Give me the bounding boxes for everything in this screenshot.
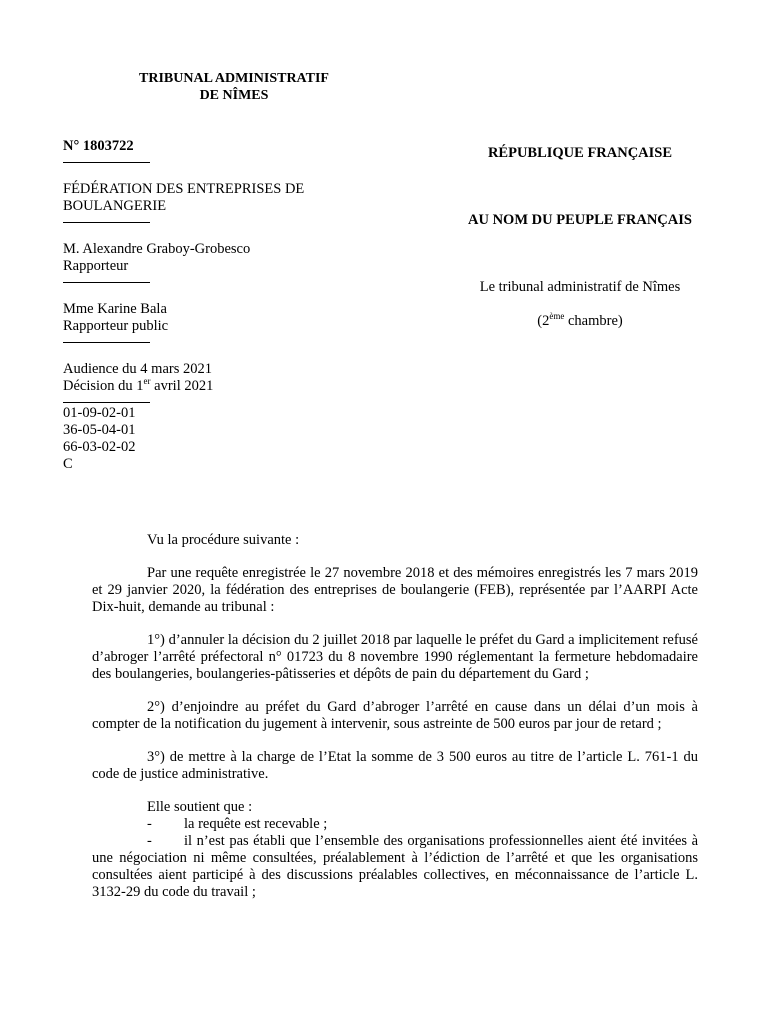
paragraph-claim-2: 2°) d’enjoindre au préfet du Gard d’abroger l’arrêté en cause dans un délai d’un mois à compter de la notification du jugement à intervenir, sous astreinte de 500 euros par jour de retard ; <box>92 699 698 732</box>
hearing-date: Audience du 4 mars 2021 <box>63 361 212 377</box>
chamber-sup: ème <box>549 311 565 322</box>
code-line: 66-03-02-02 <box>63 439 136 455</box>
list-dash: - <box>147 816 152 832</box>
list-item-text: il n’est pas établi que l’ensemble des organisations professionnelles aient été invitées à une négociation ni même consultées, préalablement à l’édiction de l’arrêté et que les organisations consultées aient participé à des discussions préalables collectives, en méconnaissance de l’article L. 3132-29 du code du travail ; <box>92 833 698 900</box>
paragraph-claim-3: 3°) de mettre à la charge de l’Etat la somme de 3 500 euros au titre de l’article L. 761-1 du code de justice administrative. <box>92 749 698 782</box>
paragraph-request: Par une requête enregistrée le 27 novembre 2018 et des mémoires enregistrés les 7 mars 2019 et 29 janvier 2020, la fédération des entreprises de boulangerie (FEB), représentée par l’AARPI Acte Dix-huit, demande au tribunal : <box>92 565 698 615</box>
classification-codes <box>63 405 363 473</box>
decision-date-sup: er <box>143 376 151 387</box>
decision-date-suffix: avril 2021 <box>150 378 214 394</box>
divider <box>63 342 150 343</box>
decision-date <box>63 378 363 395</box>
case-info-column <box>63 138 363 473</box>
rapporteur-public <box>63 301 363 335</box>
paragraph-procedure: Vu la procédure suivante : <box>147 532 300 548</box>
party-name-line1: FÉDÉRATION DES ENTREPRISES DE <box>63 181 305 197</box>
rapporteur-public-name: Mme Karine Bala <box>63 301 167 317</box>
divider <box>63 282 150 283</box>
list-dash: - <box>147 833 152 849</box>
divider <box>63 402 150 403</box>
chamber-prefix: (2 <box>537 313 550 329</box>
republic-heading: RÉPUBLIQUE FRANÇAISE <box>487 145 673 161</box>
list-item <box>92 833 698 901</box>
court-title-line1: TRIBUNAL ADMINISTRATIF <box>139 71 329 86</box>
court-title-line2: DE NÎMES <box>199 88 269 103</box>
rapporteur-name: M. Alexandre Graboy-Grobesco <box>63 241 251 257</box>
chamber-line <box>420 313 740 330</box>
court-title <box>64 70 404 104</box>
chamber-suffix: chambre) <box>564 313 623 329</box>
case-number: N° 1803722 <box>63 138 134 154</box>
list-item-text: la requête est recevable ; <box>184 816 328 832</box>
document-body <box>92 532 698 901</box>
paragraph-argument-intro: Elle soutient que : <box>147 799 253 815</box>
paragraph-claim-1: 1°) d’annuler la décision du 2 juillet 2018 par laquelle le préfet du Gard a implicitement refusé d’abroger l’arrêté préfectoral n° 01723 du 8 novembre 1990 réglementant la fermeture hebdomadaire des boulangeries, boulangeries-pâtisseries et dépôts de pain du département du Gard ; <box>92 632 698 682</box>
dates <box>63 361 363 395</box>
party-name-line2: BOULANGERIE <box>63 198 167 214</box>
decision-date-prefix: Décision du 1 <box>63 378 144 394</box>
au-nom-heading: AU NOM DU PEUPLE FRANÇAIS <box>468 212 692 228</box>
rapporteur <box>63 241 363 275</box>
rapporteur-role: Rapporteur <box>63 258 129 274</box>
divider <box>63 162 150 163</box>
divider <box>63 222 150 223</box>
tribunal-line: Le tribunal administratif de Nîmes <box>479 279 681 295</box>
code-line: 36-05-04-01 <box>63 422 136 438</box>
rapporteur-public-role: Rapporteur public <box>63 318 169 334</box>
code-line: 01-09-02-01 <box>63 405 136 421</box>
list-item <box>92 816 698 833</box>
party-name <box>63 181 363 215</box>
code-line: C <box>63 456 73 472</box>
